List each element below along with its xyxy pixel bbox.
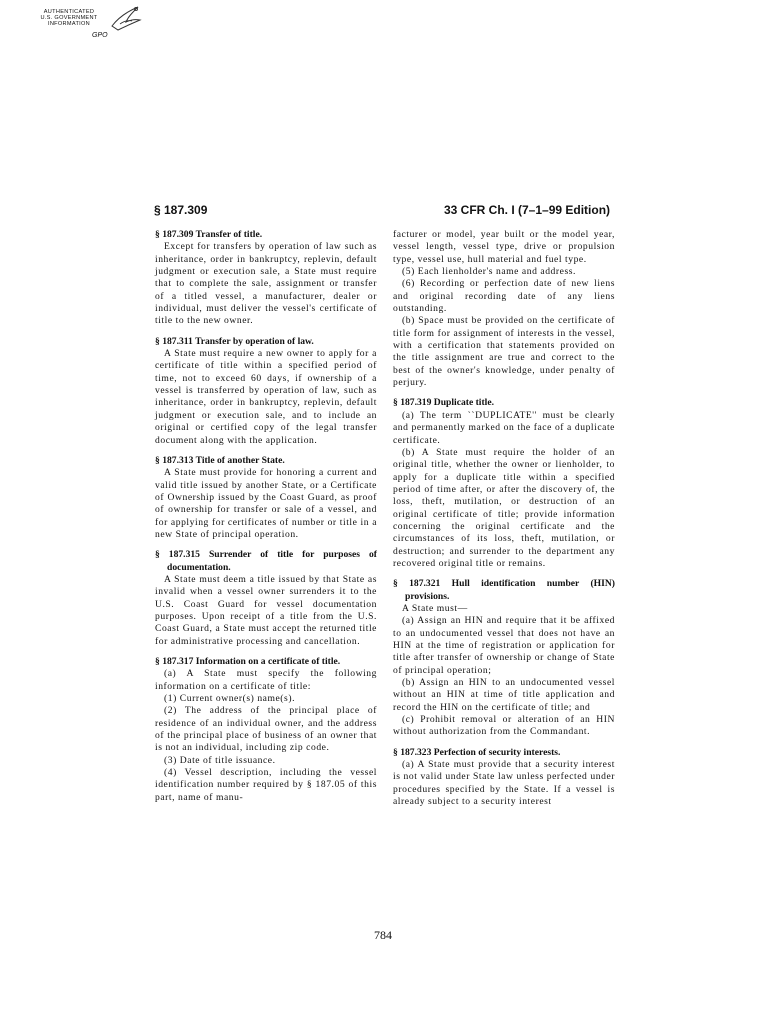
paragraph: (a) A State must specify the following information on a certificate of title: (155, 668, 377, 692)
paragraph: (c) Prohibit removal or alteration of an HIN without authorization from the Commandant. (393, 714, 615, 738)
paragraph: (b) Assign an HIN to an undocumented vessel without an HIN at time of title application and record the HIN on the certificate of title; and (393, 677, 615, 713)
paragraph: (4) Vessel description, including the vessel identification number required by § 187.05 of this part, name of manu- (155, 767, 377, 803)
gpo-label: GPO (92, 32, 108, 39)
paragraph: facturer or model, year built or the model year, vessel length, vessel type, drive or propulsion type, vessel use, hull material and fuel type. (393, 229, 615, 265)
paragraph: A State must provide for honoring a current and valid title issued by another State, or a Certificate of Ownership issued by the Coast Guard, as proof of ownership for transfer or sale of a vessel, and for applying for certificates of number or title in a new State of principal operation. (155, 467, 377, 540)
paragraph: A State must require a new owner to apply for a certificate of title within a specified period of time, not to exceed 60 days, if ownership of a vessel is transferred by operation of law, such as inheritance, order in bankruptcy, replevin, default judgment or execution sale, and to include an original or certified copy of the legal transfer document along with the application. (155, 348, 377, 446)
section-heading: § 187.317 Information on a certificate of title. (155, 656, 341, 667)
left-column (155, 229, 377, 804)
section-heading: § 187.309 Transfer of title. (155, 229, 263, 240)
paragraph: A State must— (402, 602, 468, 614)
section-heading: § 187.311 Transfer by operation of law. (155, 335, 314, 347)
section-heading: § 187.321 Hull identification number (HIN) provisions. (393, 578, 615, 602)
paragraph: (3) Date of title issuance. (164, 754, 276, 766)
gpo-authentication-seal (28, 4, 146, 46)
seal-line: U.S. GOVERNMENT (40, 15, 98, 22)
seal-line: AUTHENTICATED (43, 9, 95, 15)
paragraph: (a) Assign an HIN and require that it be affixed to an undocumented vessel that does not have an HIN at the time of registration or application for title after transfer of ownership or change of State of principal operation; (393, 615, 615, 676)
section-heading: § 187.323 Perfection of security interests. (393, 746, 561, 758)
paragraph: A State must deem a title issued by that State as invalid when a vessel owner surrenders it to the U.S. Coast Guard for vessel documentation purposes. Upon receipt of a title from the U.S. Coast Guard, a State must accept the returned title for administrative processing and cancellation. (155, 573, 377, 647)
paragraph: (a) A State must provide that a security interest is not valid under State law unless perfected under procedures specified by the State. If a vessel is already subject to a security interest (393, 759, 615, 808)
seal-text (28, 9, 110, 28)
right-column (393, 229, 615, 808)
eagle-icon (108, 4, 144, 34)
paragraph: (1) Current owner(s) name(s). (164, 693, 296, 705)
paragraph: (5) Each lienholder's name and address. (402, 266, 576, 278)
paragraph: (2) The address of the principal place of residence of an individual owner, and the address of the principal place of business of an owner that is not an individual, including zip code. (155, 705, 377, 754)
paragraph: (b) Space must be provided on the certificate of title form for assignment of interests in the vessel, with a certification that statements provided on the title assignment are true and correct to the best of the owner's knowledge, under penalty of perjury. (393, 315, 615, 389)
running-head-section: § 187.309 (154, 203, 208, 217)
paragraph: (a) The term ``DUPLICATE'' must be clearly and permanently marked on the face of a duplicate certificate. (393, 409, 615, 446)
section-heading: § 187.313 Title of another State. (155, 454, 285, 466)
section-heading: § 187.319 Duplicate title. (393, 397, 494, 409)
paragraph: Except for transfers by operation of law such as inheritance, order in bankruptcy, replevin, default judgment or execution sale, a State must require that to complete the sale, assignment or transfer of a titled vessel, a manufacturer, dealer or individual, must deliver the vessel's certificate of title to the new owner. (155, 241, 377, 327)
section-heading: § 187.315 Surrender of title for purposes of documentation. (155, 549, 377, 573)
page-number: 784 (374, 928, 392, 942)
running-head-title: 33 CFR Ch. I (7–1–99 Edition) (444, 203, 611, 217)
paragraph: (b) A State must require the holder of an original title, whether the owner or lienholder, to apply for a duplicate title within a specified period of time after, or after the discovery of, the loss, theft, mutilation, or destruction of an original certificate of title; provide information concerning the original certificate and the circumstances of its loss, theft, mutilation, or destruction; and surrender to the department any recovered original title or remains. (393, 446, 615, 569)
paragraph: (6) Recording or perfection date of new liens and original recording date of any liens outstanding. (393, 278, 615, 315)
seal-line: INFORMATION (47, 21, 91, 28)
